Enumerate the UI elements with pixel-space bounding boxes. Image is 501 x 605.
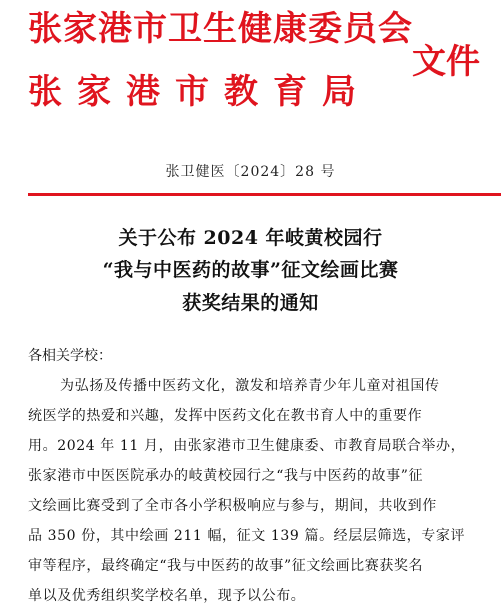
salutation: 各相关学校：: [28, 348, 112, 364]
issuing-org-line-1: 张家港市卫生健康委员会: [28, 9, 413, 49]
title-line-3: 获奖结果的通知: [182, 292, 319, 314]
body-text-line: 张家港市中医医院承办的岐黄校园行之“我与中医药的故事”征: [28, 468, 424, 484]
document-type-label: 文件: [412, 42, 480, 82]
body-text-line: 统医学的热爱和兴趣，发挥中医药文化在教书育人中的重要作: [28, 408, 423, 424]
body-text-line: 单以及优秀组织奖学校名单，现予以公布。: [28, 588, 306, 604]
body-text-line: 用。2024 年 11 月，由张家港市卫生健康委、市教育局联合举办，: [28, 438, 466, 454]
issuing-org-line-2: 张家港市教育局: [28, 72, 371, 112]
body-text-line: 品 350 份，其中绘画 211 幅，征文 139 篇。经层层筛选，专家评: [28, 528, 466, 544]
body-text-line: 审等程序，最终确定“我与中医药的故事”征文绘画比赛获奖名: [28, 558, 424, 574]
title-line-2: “我与中医药的故事”征文绘画比赛: [102, 259, 399, 281]
body-text-line: 为弘扬及传播中医药文化，激发和培养青少年儿童对祖国传: [60, 378, 440, 394]
title-line-1: 关于公布 2024 年岐黄校园行: [118, 227, 383, 249]
red-divider-line: [28, 193, 501, 196]
body-text-line: 文绘画比赛受到了全市各小学积极响应与参与，期间，共收到作: [28, 498, 437, 514]
document-number: 张卫健医〔2024〕28 号: [165, 164, 336, 180]
